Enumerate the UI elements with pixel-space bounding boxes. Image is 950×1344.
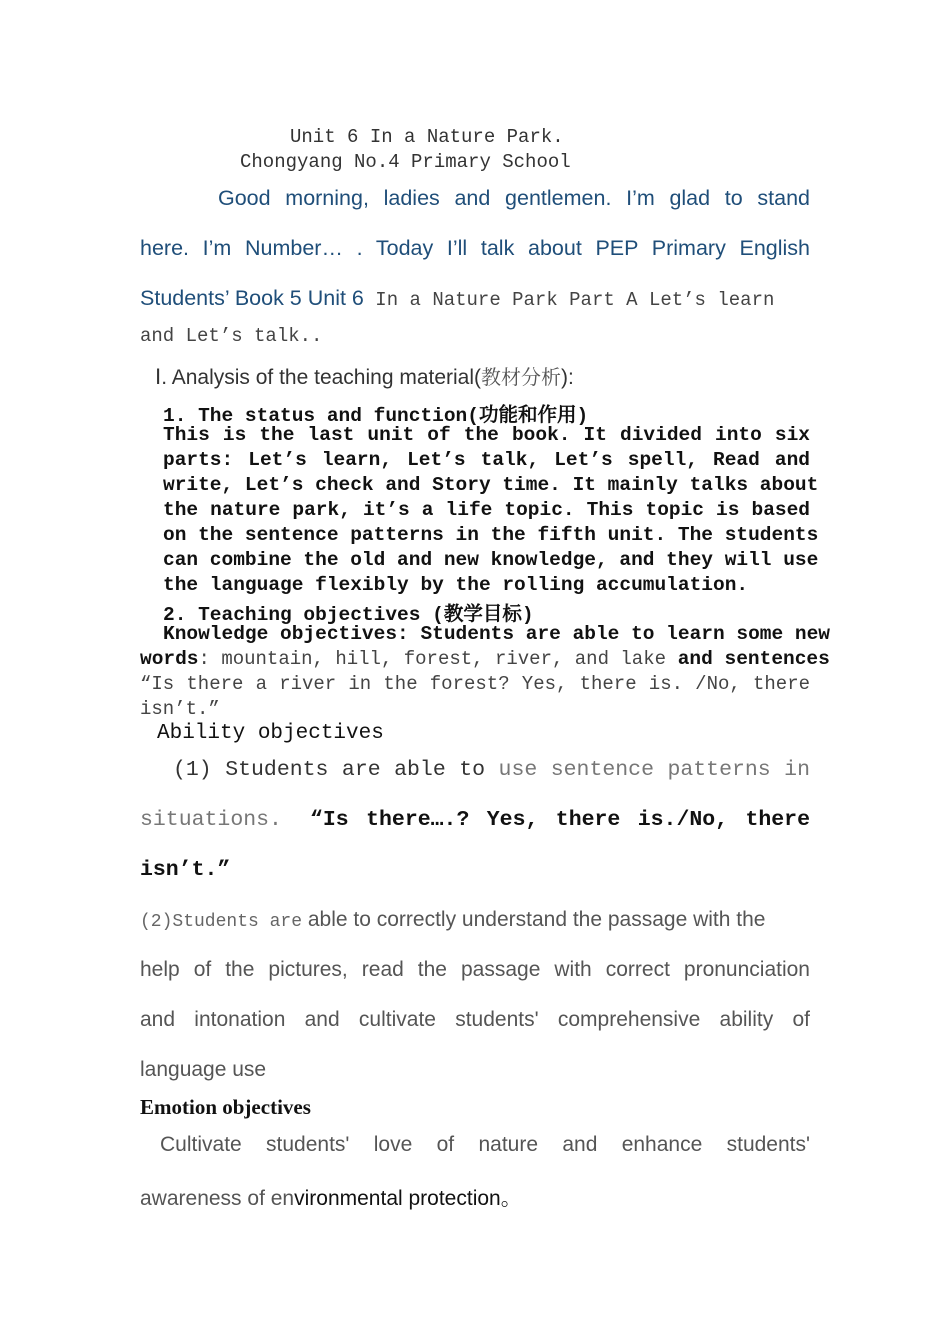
knowledge-words-label: words [140, 648, 199, 670]
ability-2-prefix: (2)Students are [140, 912, 303, 932]
section-heading-text: Ⅰ. Analysis of the teaching material( [155, 366, 482, 389]
knowledge-line-4: isn’t.” [140, 698, 220, 720]
emotion-text-start: awareness of en [140, 1187, 295, 1210]
knowledge-sentences-label: and sentences [666, 648, 830, 670]
status-line-2: parts: Let’s learn, Let’s talk, Let’s spell, Read and [163, 449, 810, 471]
ability-1-line-3: isn’t.” [140, 858, 231, 882]
emotion-line-1: Cultivate students' love of nature and enhance students' [160, 1133, 810, 1156]
status-line-6: can combine the old and new knowledge, and they will use [163, 549, 819, 571]
intro-line-4: and Let’s talk.. [140, 325, 323, 347]
status-line-7: the language flexibly by the rolling accumulation. [163, 574, 749, 596]
intro-line-3 [140, 286, 810, 311]
ability-1-pattern: “Is there….? Yes, there is./No, there [310, 808, 810, 832]
status-heading: 1. The status and function(功能和作用) [163, 405, 589, 427]
ability-1-prefix: (1) Students are able to [173, 758, 486, 782]
ability-1-text: use sentence patterns in [485, 758, 810, 782]
status-line-1: This is the last unit of the book. It divided into six [163, 424, 810, 446]
intro-book-ref: Students’ Book 5 Unit 6 [140, 286, 364, 310]
ability-2-line-4: language use [140, 1058, 267, 1081]
ability-1-line-2 [140, 808, 282, 832]
emotion-text-end: vironmental protection。 [294, 1187, 522, 1210]
ability-1-situations: situations. [140, 808, 282, 832]
ability-heading: Ability objectives [157, 722, 384, 745]
status-line-5: on the sentence patterns in the fifth unit. The students [163, 524, 819, 546]
knowledge-words-list: : mountain, hill, forest, river, and lake [198, 648, 666, 670]
section-heading-close: ): [561, 366, 574, 389]
intro-line-2: here. I’m Number… . Today I’ll talk about PEP Primary English [140, 236, 810, 260]
section-heading-analysis [155, 361, 574, 390]
document-title: Unit 6 In a Nature Park. [290, 126, 564, 148]
objectives-heading: 2. Teaching objectives (教学目标) [163, 604, 534, 626]
knowledge-line-1: Knowledge objectives: Students are able to learn some new [163, 623, 831, 645]
ability-2-line-3: and intonation and cultivate students' comprehensive ability of [140, 1008, 810, 1031]
ability-1-line-1 [173, 758, 810, 782]
knowledge-line-3: “Is there a river in the forest? Yes, there is. /No, there [140, 673, 810, 695]
intro-line-1: Good morning, ladies and gentlemen. I’m glad to stand [218, 186, 810, 210]
ability-2-line-2: help of the pictures, read the passage with correct pronunciation [140, 958, 810, 981]
section-heading-cn: 教材分析 [481, 367, 562, 389]
ability-2-text: able to correctly understand the passage with the [302, 908, 766, 931]
intro-part-ref: In a Nature Park Part A Let’s learn [363, 289, 775, 311]
ability-2-line-1 [140, 908, 810, 932]
school-name: Chongyang No.4 Primary School [240, 151, 571, 173]
emotion-line-2 [140, 1182, 522, 1212]
status-line-4: the nature park, it’s a life topic. This topic is based [163, 499, 810, 521]
knowledge-line-2 [140, 648, 830, 670]
emotion-heading: Emotion objectives [140, 1095, 311, 1119]
status-line-3: write, Let’s check and Story time. It mainly talks about [163, 474, 819, 496]
